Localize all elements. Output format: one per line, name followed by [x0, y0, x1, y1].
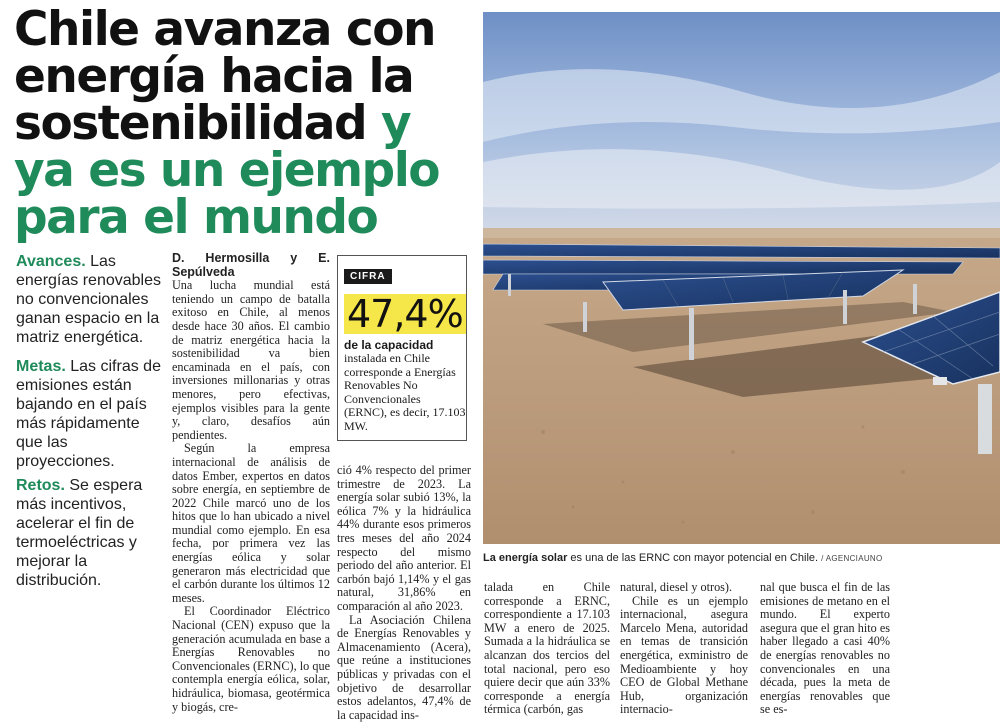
sidebar-lead: Avances.: [16, 253, 86, 270]
solar-farm-photo: [483, 12, 1000, 544]
photo-caption: [483, 552, 1000, 564]
paragraph: ció 4% respecto del primer trimestre de 2023. La energía solar subió 13%, la eólica 7% y la hidráulica 44% durante esos primeros tres meses del año 2024 respecto del mismo periodo del año anterior. El carbón bajó 1,14% y el gas natural, 31,86% en comparación al año 2023.: [337, 463, 471, 613]
sidebar-lead: Metas.: [16, 358, 66, 375]
sidebar-item-metas: [16, 357, 162, 471]
cifra-subtitle: de la capacidad: [344, 338, 434, 352]
photo-credit: / AGENCIAUNO: [821, 554, 883, 563]
article-column-4: [620, 581, 748, 717]
cifra-tag: CIFRA: [344, 269, 392, 284]
sidebar-text: Se espera más incentivos, acelerar el fin de termoeléctricas y mejorar la distribución.: [16, 477, 143, 589]
sidebar-item-retos: [16, 476, 162, 590]
headline-black: Chile avanza con energía hacia la sostenibilidad: [14, 2, 435, 151]
headline-green: y ya es un ejemplo para el mundo: [14, 96, 440, 245]
paragraph: Según la empresa internacional de análisis de datos Ember, expertos en datos sobre energía, en septiembre de 2022 Chile marcó uno de los hitos que lo han ubicado a nivel mundial como ejemplo. En esa fecha, por primera vez las energías eólica y solar generaron más electricidad que el carbón durante los últimos 12 meses.: [172, 441, 330, 605]
sidebar-lead: Retos.: [16, 477, 65, 494]
article-column-5: [760, 581, 890, 717]
paragraph: Chile es un ejemplo internacional, asegura Marcelo Mena, autoridad en temas de transición energética, exministro de Medioambiente y hoy CEO de Global Methane Hub, organización internacio-: [620, 593, 748, 717]
caption-bold: La energía solar: [483, 552, 568, 564]
paragraph: Una lucha mundial está teniendo un campo de batalla exitoso en Chile, al menos desde hace 30 años. El cambio de matriz energética hacia la sostenibilidad va bien encaminada en el país, con inversiones millonarias y otras menores, pero efectivas, ejemplos visibles para la gente y, claro, desafíos aún pendientes.: [172, 278, 330, 442]
cifra-description: instalada en Chile corresponde a Energías Renovables No Convencionales (ERNC), es decir, 17.103 MW.: [344, 351, 466, 433]
byline: D. Hermosilla y E. Sepúlveda: [172, 251, 330, 279]
article-column-1: [172, 252, 330, 714]
article-column-3: [484, 581, 610, 717]
paragraph: El Coordinador Eléctrico Nacional (CEN) expuso que la generación acumulada en base a Energías Renovables no Convencionales (ERNC), lo que contempla energía eólica, solar, hidráulica, biomasa, geotérmica y biogás, cre-: [172, 604, 330, 714]
headline: [14, 2, 474, 245]
paragraph: nal que busca el fin de las emisiones de metano en el mundo. El experto asegura que el gran hito es haber llegado a casi 40% de energías renovables no convencionales en una década, pues la meta de energías renovables que se es-: [760, 580, 890, 717]
sidebar-text: Las cifras de emisiones están bajando en el país más rápidamente que las proyecciones.: [16, 358, 161, 470]
paragraph: natural, diesel y otros).: [620, 580, 733, 594]
sidebar-item-avances: [16, 252, 162, 347]
cifra-value: 47,4%: [344, 294, 466, 334]
article-column-2: [337, 464, 471, 722]
paragraph: talada en Chile corresponde a ERNC, correspondiente a 17.103 MW a enero de 2025. Sumada a la hidráulica se alcanzan dos tercios del total nacional, pero eso quiere decir que aún 33% corresponde a energía térmica (carbón, gas: [484, 580, 610, 717]
paragraph: La Asociación Chilena de Energías Renovables y Almacenamiento (Acera), que reúne a instituciones públicas y privadas con el objetivo de desarrollar estos adelantos, 47,4% de la capacidad ins-: [337, 612, 471, 722]
caption-text: es una de las ERNC con mayor potencial en Chile.: [567, 552, 819, 564]
cifra-box: [337, 255, 467, 441]
sidebar-text: Las energías renovables no convencionales ganan espacio en la matriz energética.: [16, 253, 161, 346]
